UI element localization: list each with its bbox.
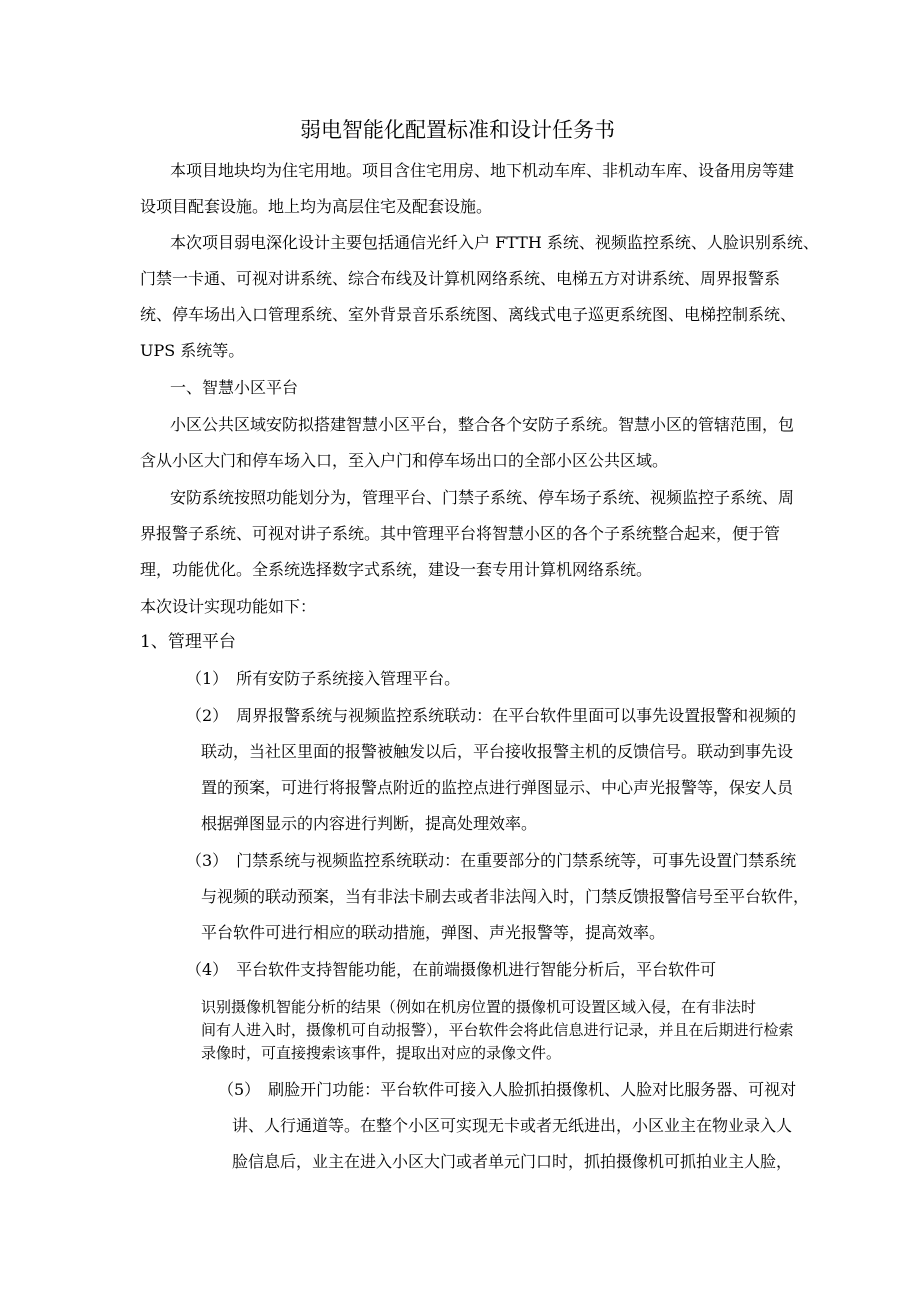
list-item-continuation: 讲、人行通道等。在整个小区可实现无卡或者无纸进出，小区业主在物业录入人 [232,1116,793,1135]
paragraph-line: 本项目地块均为住宅用地。项目含住宅用房、地下机动车库、非机动车库、设备用房等建 [170,161,795,180]
paragraph-line: 本次设计实现功能如下： [140,597,317,616]
list-item: （3） 门禁系统与视频监控系统联动：在重要部分的门禁系统等，可事先设置门禁系统 [186,851,797,870]
paragraph-line: 小区公共区域安防拟搭建智慧小区平台，整合各个安防子系统。智慧小区的管辖范围，包 [170,415,795,434]
subsection-heading: 1、管理平台 [140,632,236,652]
paragraph-line: 含从小区大门和停车场入口，至入户门和停车场出口的全部小区公共区域。 [140,451,669,470]
list-item: （4） 平台软件支持智能功能，在前端摄像机进行智能分析后，平台软件可 [186,960,717,979]
paragraph-line: 界报警子系统、可视对讲子系统。其中管理平台将智慧小区的各个子系统整合起来，便于管 [140,524,781,543]
section-heading: 一、智慧小区平台 [170,378,299,397]
list-item: （2） 周界报警系统与视频监控系统联动：在平台软件里面可以事先设置报警和视频的 [186,706,797,725]
list-item: （5） 刷脸开门功能：平台软件可接入人脸抓拍摄像机、人脸对比服务器、可视对 [218,1080,797,1099]
page-title: 弱电智能化配置标准和设计任务书 [300,118,615,142]
list-item-continuation: 联动，当社区里面的报警被触发以后，平台接收报警主机的反馈信号。联动到事先设 [201,742,794,761]
paragraph-line: 安防系统按照功能划分为，管理平台、门禁子系统、停车场子系统、视频监控子系统、周 [170,488,795,507]
paragraph-line: 门禁一卡通、可视对讲系统、综合布线及计算机网络系统、电梯五方对讲系统、周界报警系 [140,269,781,288]
list-item-continuation: 间有人进入时，摄像机可自动报警），平台软件会将此信息进行记录，并且在后期进行检索 [201,1021,794,1039]
list-item-continuation: 平台软件可进行相应的联动措施，弹图、声光报警等，提高效率。 [201,923,666,942]
paragraph-line: UPS 系统等。 [140,341,245,360]
list-item-continuation: 录像时，可直接搜索该事件，提取出对应的录像文件。 [201,1044,562,1062]
paragraph-line: 理，功能优化。全系统选择数字式系统，建设一套专用计算机网络系统。 [140,560,653,579]
paragraph-line: 本次项目弱电深化设计主要包括通信光纤入户 FTTH 系统、视频监控系统、人脸识别系统、 [170,233,819,252]
list-item-continuation: 脸信息后，业主在进入小区大门或者单元门口时，抓拍摄像机可抓拍业主人脸， [232,1152,793,1171]
list-item-continuation: 与视频的联动预案，当有非法卡刷去或者非法闯入时，门禁反馈报警信号至平台软件， [201,887,810,906]
paragraph-line: 统、停车场出入口管理系统、室外背景音乐系统图、离线式电子巡更系统图、电梯控制系统、 [140,305,797,324]
list-item-continuation: 识别摄像机智能分析的结果（例如在机房位置的摄像机可设置区域入侵，在有非法时 [201,998,757,1016]
list-item-continuation: 置的预案，可进行将报警点附近的监控点进行弹图显示、中心声光报警等，保安人员 [201,778,794,797]
list-item-continuation: 根据弹图显示的内容进行判断，提高处理效率。 [201,814,538,833]
list-item: （1） 所有安防子系统接入管理平台。 [186,669,461,688]
paragraph-line: 设项目配套设施。地上均为高层住宅及配套设施。 [140,197,493,216]
